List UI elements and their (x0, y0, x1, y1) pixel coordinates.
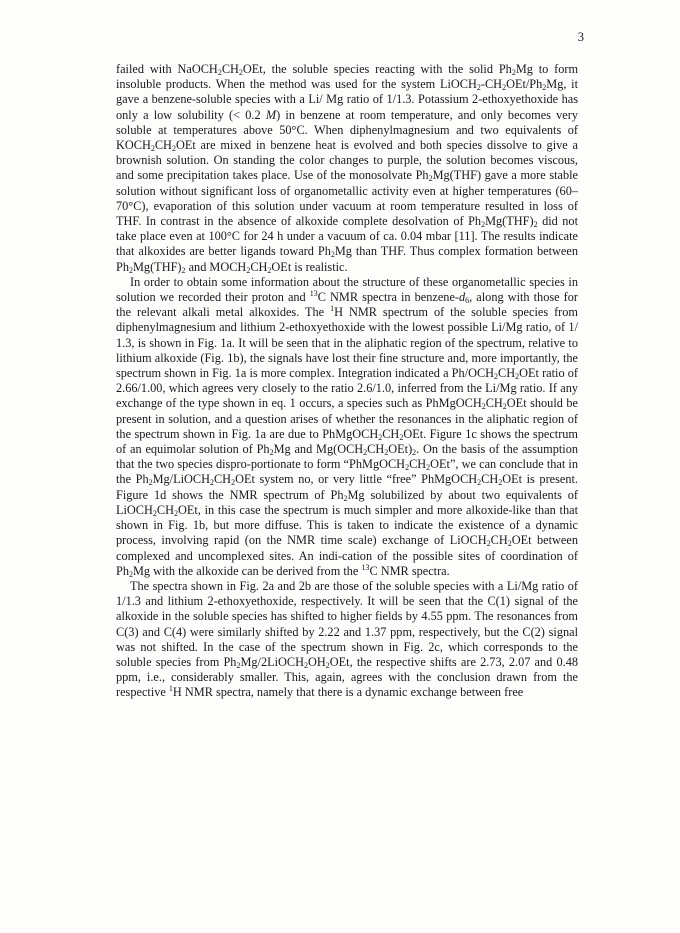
page-number: 3 (577, 30, 584, 44)
paragraph-1: failed with $NaOCH_2CH_2OEt$, the soluble species reacting with the solid $Ph_2Mg$ to form insoluble products. When the method was used for the system $LiOCH_2-CH_2OEt/Ph_2Mg$, it gave a benzene-soluble species with a Li/ Mg ratio of 1/1.3. Potassium 2-ethoxyethoxide has only a low solubility (< 0.2 M) in benzene at room temperature, and only becomes very soluble at temperatures above 50°C. When diphenylmagnesium and two equivalents of $KOCH_2CH_2OEt$ are mixed in benzene heat is evolved and both species dissolve to give a brownish solution. On standing the color changes to purple, the solution becomes viscous, and some precipitation takes place. Use of the monosolvate $Ph_2Mg(THF)$ gave a more stable solution without significant loss of organometallic activity even at higher temperatures (60–70°C), evaporation of this solution under vacuum at room temperature resulted in loss of THF. In contrast in the absence of alkoxide complete desolvation of $Ph_2Mg(THF)_2$ did not take place even at 100°C for 24 h under a vacuum of ca. 0.04 mbar [11]. The results indicate that alkoxides are better ligands toward $Ph_2Mg$ than THF. Thus complex formation between $Ph_2Mg(THF)_2$ and $MOCH_2CH_2OEt$ is realistic. (116, 62, 579, 275)
paragraph-3: The spectra shown in Fig. 2a and 2b are those of the soluble species with a Li/Mg ratio of 1/1.3 and lithium 2-ethoxyethoxide, respectively. It will be seen that the C(1) signal of the alkoxide in the soluble species has shifted to higher fields by 4.55 ppm. The resonances from C(3) and C(4) were similarly shifted by 2.22 and 1.37 ppm, respectively, but the C(2) signal was not shifted. In the case of the spectrum shown in Fig. 2c, which corresponds to the soluble species from $Ph_2Mg/2LiOCH_2OH_2OEt$, the respective shifts are 2.73, 2.07 and 0.48 ppm, i.e., considerably smaller. This, again, agrees with the conclusion drawn from the respective $^1$H NMR spectra, namely that there is a dynamic exchange between free (116, 578, 578, 700)
body-text (116, 62, 578, 701)
paragraph-2: In order to obtain some information about the structure of these organometallic species in solution we recorded their proton and $^{13}$C NMR spectra in benzene-$d_6$, along with those for the relevant alkali metal alkoxides. The $^1$H NMR spectrum of the soluble species from diphenylmagnesium and lithium 2-ethoxyethoxide with the lowest possible Li/Mg ratio, of 1/ 1.3, is shown in Fig. 1a. It will be seen that in the aliphatic region of the spectrum, relative to lithium alkoxide (Fig. 1b), the signals have lost their fine structure and, more importantly, the spectrum shown in Fig. 1a is more complex. Integration indicated a $Ph/OCH_2CH_2OEt$ ratio of 2.66/1.00, which agrees very closely to the ratio 2.6/1.0, inferred from the Li/Mg ratio. If any exchange of the type shown in eq. 1 occurs, a species such as $PhMgOCH_2CH_2OEt$ should be present in solution, and a question arises of whether the resonances in the aliphatic region of the spectrum shown in Fig. 1a are due to $PhMgOCH_2CH_2OEt$. Figure 1c shows the spectrum of an equimolar solution of $Ph_2Mg$ and $Mg(OCH_2CH_2OEt)_2$. On the basis of the assumption that the two species dispro-portionate to form “$PhMgOCH_2CH_2OEt$”, we can conclude that in the $Ph_2Mg/LiOCH_2CH_2OEt$ system no, or very little “free” $PhMgOCH_2CH_2OEt$ is present. Figure 1d shows the NMR spectrum of $Ph_2Mg$ solubilized by about two equivalents of $LiOCH_2CH_2OEt$, in this case the spectrum is much simpler and more alkoxide-like than that shown in Fig. 1b, but more diffuse. This is taken to indicate the existence of a dynamic process, involving rapid (on the NMR time scale) exchange of $LiOCH_2CH_2OEt$ between complexed and uncomplexed sites. An indi-cation of the possible sites of coordination of $Ph_2Mg$ with the alkoxide can be derived from the $^{13}$C NMR spectra. (116, 274, 578, 579)
